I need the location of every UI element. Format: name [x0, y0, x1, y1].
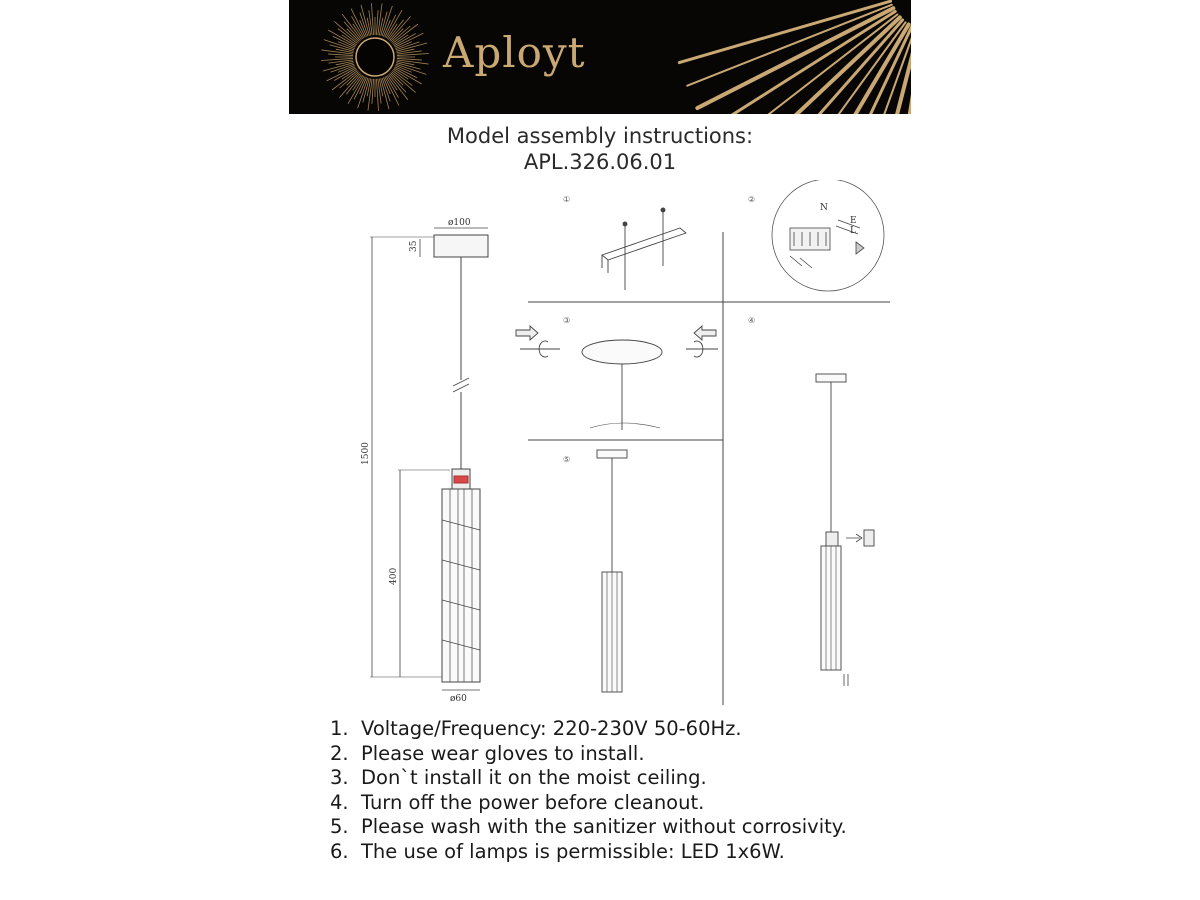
wire-label-l: L [850, 226, 856, 236]
finished-lamp-illustration [597, 450, 627, 692]
note-item: 5. Please wash with the sanitizer without corrosivity. [330, 815, 847, 839]
brand-banner [289, 0, 911, 114]
shade-diameter-label: ø60 [450, 694, 467, 704]
note-item: 3. Don`t install it on the moist ceiling. [330, 766, 707, 790]
step-3-label: ③ [563, 316, 571, 325]
wire-label-e: E [850, 216, 857, 226]
model-number: APL.326.06.01 [523, 150, 677, 174]
note-item: 4. Turn off the power before cleanout. [330, 790, 705, 814]
brand-logo-text: Aployt [443, 28, 586, 77]
canopy-fixing-illustration [516, 326, 718, 430]
document-title: Model assembly instructions: [446, 124, 754, 148]
step-2-label: ② [748, 195, 756, 204]
note-item: 6. The use of lamps is permissible: LED 1x6W. [330, 839, 785, 863]
step-1-label: ① [563, 195, 571, 204]
wire-label-n: N [820, 203, 828, 213]
mounting-bar-illustration [602, 208, 686, 290]
main-lamp-drawing [370, 228, 488, 690]
total-height-label: 1500 [361, 442, 371, 465]
sunburst-decoration [289, 0, 911, 114]
canopy-height-label: 35 [409, 240, 419, 252]
sun-logo-icon [356, 38, 394, 76]
step-5-label: ⑤ [563, 455, 571, 464]
note-item: 1. Voltage/Frequency: 220-230V 50-60Hz. [330, 717, 742, 740]
step-4-label: ④ [748, 316, 756, 325]
terminal-block-illustration [772, 180, 884, 291]
safety-notes-list [330, 717, 847, 865]
canopy-diameter-label: ø100 [448, 218, 471, 228]
shade-height-label: 400 [389, 567, 399, 585]
assembly-diagram [350, 180, 910, 710]
note-item: 2. Please wear gloves to install. [330, 741, 645, 765]
bulb-install-illustration [816, 374, 874, 686]
